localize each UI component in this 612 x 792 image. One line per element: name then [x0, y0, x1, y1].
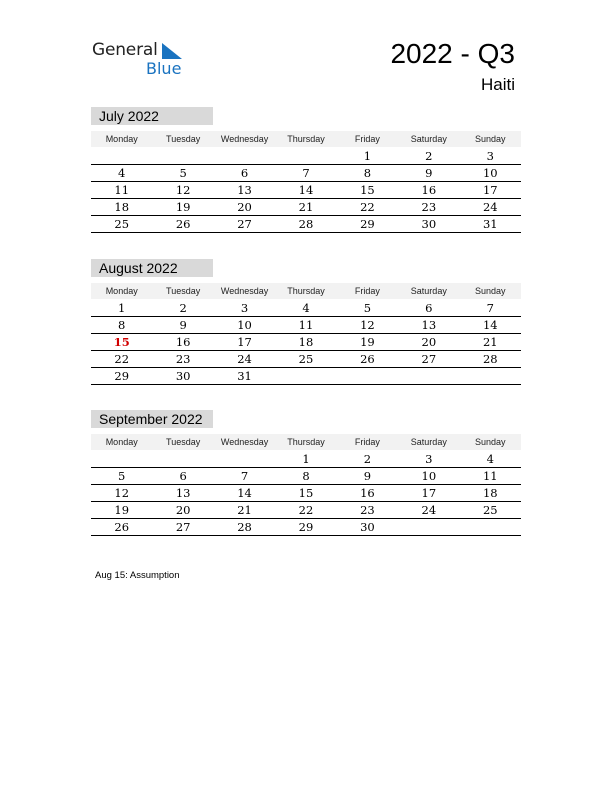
day-cell: 6 [398, 299, 459, 317]
day-cell: 12 [152, 182, 213, 199]
day-cell: 7 [460, 299, 521, 317]
day-cell: 3 [214, 299, 275, 317]
day-cell [398, 368, 459, 385]
day-cell: 29 [337, 216, 398, 233]
month-block [91, 107, 521, 233]
day-cell: 17 [398, 485, 459, 502]
day-cell: 13 [152, 485, 213, 502]
day-cell: 5 [91, 468, 152, 485]
day-cell: 14 [460, 317, 521, 334]
month-block [91, 410, 521, 536]
day-cell: 16 [398, 182, 459, 199]
weekday-header: Monday [91, 434, 152, 450]
day-cell: 8 [91, 317, 152, 334]
holiday-day-cell: 15 [91, 334, 152, 351]
weekday-header: Friday [337, 434, 398, 450]
day-cell: 3 [460, 147, 521, 165]
day-cell: 24 [398, 502, 459, 519]
day-cell: 11 [91, 182, 152, 199]
day-cell: 25 [91, 216, 152, 233]
day-cell: 1 [337, 147, 398, 165]
day-cell: 30 [398, 216, 459, 233]
logo-text-blue: Blue [146, 59, 182, 78]
day-cell: 6 [214, 165, 275, 182]
day-cell: 6 [152, 468, 213, 485]
day-cell: 24 [460, 199, 521, 216]
month-calendar-table [91, 434, 521, 536]
week-row [91, 317, 521, 334]
day-cell: 9 [152, 317, 213, 334]
day-cell [152, 147, 213, 165]
day-cell: 23 [152, 351, 213, 368]
weekday-header: Saturday [398, 283, 459, 299]
weekday-header: Tuesday [152, 283, 213, 299]
day-cell [152, 450, 213, 468]
day-cell: 1 [275, 450, 336, 468]
day-cell [460, 368, 521, 385]
weekday-header: Thursday [275, 434, 336, 450]
weekday-header-row [91, 131, 521, 147]
weekday-header-row [91, 434, 521, 450]
week-row [91, 165, 521, 182]
day-cell [275, 147, 336, 165]
month-block [91, 259, 521, 385]
day-cell [91, 450, 152, 468]
day-cell: 14 [275, 182, 336, 199]
weekday-header: Wednesday [214, 434, 275, 450]
day-cell [398, 519, 459, 536]
weekday-header: Tuesday [152, 131, 213, 147]
day-cell: 30 [337, 519, 398, 536]
day-cell: 18 [460, 485, 521, 502]
day-cell: 16 [337, 485, 398, 502]
day-cell: 8 [337, 165, 398, 182]
day-cell: 20 [152, 502, 213, 519]
weekday-header: Thursday [275, 131, 336, 147]
week-row [91, 468, 521, 485]
day-cell: 11 [460, 468, 521, 485]
day-cell: 10 [398, 468, 459, 485]
day-cell: 4 [460, 450, 521, 468]
holiday-note: Aug 15: Assumption [95, 570, 180, 581]
day-cell: 20 [214, 199, 275, 216]
day-cell: 20 [398, 334, 459, 351]
logo-triangle-icon [162, 43, 182, 59]
day-cell: 22 [275, 502, 336, 519]
day-cell: 27 [398, 351, 459, 368]
day-cell: 25 [275, 351, 336, 368]
day-cell: 13 [214, 182, 275, 199]
weekday-header: Monday [91, 283, 152, 299]
month-calendar-table [91, 283, 521, 385]
day-cell: 22 [337, 199, 398, 216]
day-cell [214, 450, 275, 468]
day-cell: 9 [337, 468, 398, 485]
day-cell: 8 [275, 468, 336, 485]
day-cell: 15 [337, 182, 398, 199]
day-cell: 19 [91, 502, 152, 519]
day-cell: 7 [214, 468, 275, 485]
day-cell: 13 [398, 317, 459, 334]
weekday-header: Sunday [460, 434, 521, 450]
day-cell [337, 368, 398, 385]
day-cell: 27 [214, 216, 275, 233]
weekday-header: Saturday [398, 131, 459, 147]
week-row [91, 182, 521, 199]
weekday-header: Saturday [398, 434, 459, 450]
day-cell: 23 [398, 199, 459, 216]
week-row [91, 299, 521, 317]
week-row [91, 334, 521, 351]
day-cell: 2 [152, 299, 213, 317]
day-cell: 10 [214, 317, 275, 334]
day-cell: 21 [460, 334, 521, 351]
weekday-header: Friday [337, 131, 398, 147]
day-cell: 23 [337, 502, 398, 519]
week-row [91, 368, 521, 385]
weekday-header: Wednesday [214, 283, 275, 299]
day-cell: 15 [275, 485, 336, 502]
day-cell: 26 [91, 519, 152, 536]
logo [92, 40, 192, 80]
day-cell: 18 [91, 199, 152, 216]
week-row [91, 199, 521, 216]
day-cell: 21 [214, 502, 275, 519]
day-cell [275, 368, 336, 385]
week-row [91, 216, 521, 233]
week-row [91, 519, 521, 536]
day-cell: 10 [460, 165, 521, 182]
day-cell: 28 [214, 519, 275, 536]
day-cell: 4 [91, 165, 152, 182]
day-cell: 30 [152, 368, 213, 385]
day-cell: 28 [275, 216, 336, 233]
day-cell: 19 [337, 334, 398, 351]
week-row [91, 351, 521, 368]
month-name: August 2022 [91, 259, 213, 277]
week-row [91, 485, 521, 502]
day-cell: 16 [152, 334, 213, 351]
month-calendar-table [91, 131, 521, 233]
weekday-header: Sunday [460, 131, 521, 147]
day-cell: 28 [460, 351, 521, 368]
day-cell: 17 [214, 334, 275, 351]
day-cell: 2 [398, 147, 459, 165]
day-cell: 19 [152, 199, 213, 216]
day-cell [214, 147, 275, 165]
day-cell: 3 [398, 450, 459, 468]
day-cell: 2 [337, 450, 398, 468]
day-cell: 7 [275, 165, 336, 182]
day-cell: 18 [275, 334, 336, 351]
weekday-header: Wednesday [214, 131, 275, 147]
month-name: July 2022 [91, 107, 213, 125]
day-cell: 29 [275, 519, 336, 536]
weekday-header: Friday [337, 283, 398, 299]
day-cell: 12 [91, 485, 152, 502]
day-cell: 22 [91, 351, 152, 368]
week-row [91, 147, 521, 165]
day-cell [91, 147, 152, 165]
day-cell: 21 [275, 199, 336, 216]
weekday-header: Tuesday [152, 434, 213, 450]
country-name: Haiti [480, 75, 515, 94]
week-row [91, 502, 521, 519]
day-cell: 14 [214, 485, 275, 502]
day-cell: 1 [91, 299, 152, 317]
day-cell: 4 [275, 299, 336, 317]
day-cell: 9 [398, 165, 459, 182]
day-cell: 26 [337, 351, 398, 368]
day-cell: 12 [337, 317, 398, 334]
weekday-header-row [91, 283, 521, 299]
month-name: September 2022 [91, 410, 213, 428]
day-cell: 17 [460, 182, 521, 199]
day-cell: 24 [214, 351, 275, 368]
day-cell: 25 [460, 502, 521, 519]
logo-text-general: General [92, 40, 158, 60]
weekday-header: Thursday [275, 283, 336, 299]
day-cell: 5 [152, 165, 213, 182]
day-cell: 5 [337, 299, 398, 317]
weekday-header: Monday [91, 131, 152, 147]
day-cell: 31 [460, 216, 521, 233]
day-cell: 31 [214, 368, 275, 385]
page-title: 2022 - Q3 [390, 38, 515, 69]
day-cell [460, 519, 521, 536]
day-cell: 11 [275, 317, 336, 334]
day-cell: 26 [152, 216, 213, 233]
week-row [91, 450, 521, 468]
weekday-header: Sunday [460, 283, 521, 299]
day-cell: 27 [152, 519, 213, 536]
day-cell: 29 [91, 368, 152, 385]
